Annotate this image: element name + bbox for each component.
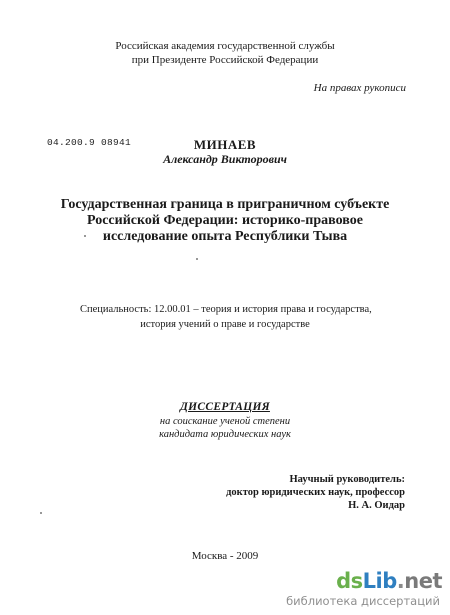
logo-part-lib: Lib: [362, 569, 397, 593]
scan-speck: [84, 235, 86, 237]
title-line-1: Государственная граница в приграничном субъекте: [60, 197, 390, 212]
registration-code: 04.200.9 08941: [47, 137, 132, 148]
dissertation-line-1: на соискание ученой степени: [159, 416, 291, 427]
institution-line-1: Российская академия государственной службы: [115, 40, 335, 52]
dslib-logo: [336, 569, 442, 593]
title-line-2: Российской Федерации: историко-правовое: [87, 213, 363, 228]
scan-speck: [40, 512, 42, 514]
dissertation-line-2: кандидата юридических наук: [159, 429, 291, 440]
institution-line-2: при Президенте Российской Федерации: [131, 54, 319, 66]
specialty-line-2: история учений о праве и государстве: [140, 319, 310, 330]
specialty-line-1: Специальность: 12.00.01 – теория и история права и государства,: [80, 304, 372, 315]
dissertation-heading: ДИССЕРТАЦИЯ: [180, 401, 270, 413]
author-first-names: Александр Викторович: [163, 152, 287, 166]
advisor-name: Н. А. Оидар: [348, 500, 405, 511]
logo-part-ds: ds: [336, 569, 363, 593]
title-line-3: исследование опыта Республики Тыва: [102, 229, 348, 244]
manuscript-note: На правах рукописи: [313, 82, 406, 94]
logo-part-dot: .: [396, 569, 405, 593]
scan-speck: [196, 258, 198, 260]
advisor-degree: доктор юридических наук, профессор: [226, 487, 405, 498]
logo-part-net: net: [404, 569, 442, 593]
advisor-label: Научный руководитель:: [289, 474, 405, 485]
place-year: Москва - 2009: [191, 550, 259, 562]
dslib-subtitle: библиотека диссертаций: [286, 594, 440, 608]
author-last-name: МИНАЕВ: [193, 137, 257, 152]
